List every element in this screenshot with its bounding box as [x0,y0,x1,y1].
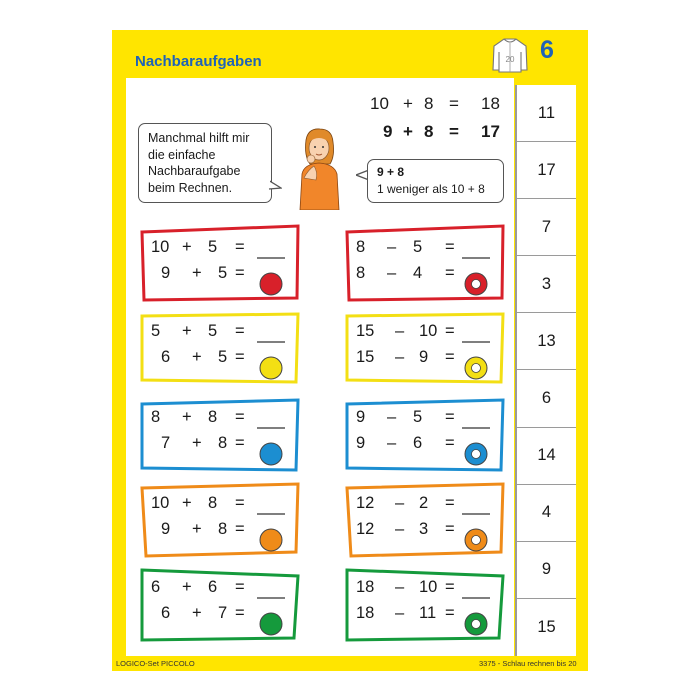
task-operand: 18 [356,604,375,622]
task-operator: – [387,408,397,426]
task-operand: 9 [419,348,429,366]
example-result: 17 [481,122,500,141]
answer-cell[interactable]: 15 [537,617,556,636]
answer-cell[interactable]: 17 [517,142,576,199]
task-operand: 8 [356,238,366,256]
task-operand: 12 [356,520,375,538]
task-operator: – [395,578,405,596]
speech-line: Nachbaraufgabe [148,164,241,178]
task-operand: 10 [419,578,438,596]
task-operand: 10 [419,322,438,340]
task-operand: 10 [151,238,170,256]
task-operand: 5 [218,264,228,282]
ring-hole [472,364,481,373]
task-operand: 9 [356,434,366,452]
task-operand: 8 [208,408,218,426]
example-equals: = [449,122,459,141]
hint-text: 1 weniger als 10 + 8 [377,182,485,196]
answer-column [515,85,576,656]
task-operand: 10 [151,494,170,512]
task-operator: – [395,604,405,622]
task-operand: 9 [356,408,366,426]
task-operand: 7 [218,604,228,622]
task-operand: 6 [151,578,161,596]
task-equals: = [445,604,455,622]
answer-cell[interactable]: 6 [517,371,576,428]
answer-cell[interactable]: 4 [517,485,576,542]
task-operand: 4 [413,264,423,282]
task-equals: = [235,520,245,538]
task-operand: 6 [161,604,171,622]
task-equals: = [445,520,455,538]
task-equals: = [445,238,455,256]
example-operand: 8 [424,122,434,141]
task-operand: 15 [356,322,375,340]
task-operator: + [182,408,192,426]
example-operator: + [403,94,413,113]
task-operand: 5 [208,238,218,256]
color-sticker[interactable] [260,273,282,295]
page-title: Nachbaraufgaben [135,53,262,70]
task-equals: = [445,434,455,452]
task-equals: = [445,348,455,366]
task-equals: = [445,264,455,282]
task-equals: = [445,578,455,596]
task-operator: + [192,264,202,282]
color-sticker[interactable] [260,613,282,635]
task-operator: – [387,434,397,452]
task-operator: + [192,348,202,366]
task-equals: = [235,494,245,512]
page-number: 6 [540,36,554,64]
ring-hole [472,450,481,459]
example-result: 18 [481,94,500,113]
task-equals: = [235,322,245,340]
speech-line: Manchmal hilft mir [148,131,250,145]
task-operator: – [395,322,405,340]
task-operand: 6 [161,348,171,366]
task-equals: = [445,494,455,512]
task-equals: = [235,434,245,452]
task-equals: = [235,578,245,596]
example-equals: = [449,94,459,113]
task-operand: 5 [413,408,423,426]
task-operand: 8 [218,434,228,452]
task-equals: = [235,264,245,282]
task-operator: + [182,322,192,340]
task-equals: = [445,408,455,426]
speech-line: beim Rechnen. [148,180,233,195]
task-operand: 5 [151,322,161,340]
task-operand: 12 [356,494,375,512]
task-operand: 8 [208,494,218,512]
task-operand: 8 [151,408,161,426]
task-operator: – [387,264,397,282]
task-operator: – [395,348,405,366]
answer-cell[interactable]: 11 [517,85,576,142]
speech-line: die einfache [148,147,216,162]
task-equals: = [235,348,245,366]
task-operator: – [395,494,405,512]
task-operator: + [192,520,202,538]
task-operator: + [182,238,192,256]
task-operand: 7 [161,434,171,452]
task-equals: = [445,322,455,340]
task-operand: 18 [356,578,375,596]
task-operand: 9 [161,520,171,538]
task-operator: + [182,578,192,596]
hint-equation: 9 + 8 [377,165,405,179]
color-sticker[interactable] [260,357,282,379]
task-equals: = [235,604,245,622]
answer-cell[interactable]: 3 [517,256,576,313]
ring-hole [472,536,481,545]
task-operand: 5 [413,238,423,256]
task-operand: 5 [208,322,218,340]
example-operand: 9 [383,122,393,141]
answer-cell[interactable]: 9 [517,542,576,599]
color-sticker[interactable] [260,443,282,465]
task-operator: + [192,604,202,622]
task-operator: – [395,520,405,538]
footer-title: 3375 - Schlau rechnen bis 20 [479,659,577,668]
task-operator: + [182,494,192,512]
task-operand: 11 [419,604,437,622]
example-operand: 10 [370,94,389,113]
task-operand: 8 [218,520,228,538]
svg-text:20: 20 [505,55,515,64]
color-sticker[interactable] [260,529,282,551]
task-operand: 9 [161,264,171,282]
answer-cell[interactable]: 7 [517,199,576,256]
task-operand: 6 [413,434,423,452]
example-operator: + [403,122,413,141]
task-operand: 5 [218,348,228,366]
task-operand: 2 [419,494,429,512]
task-equals: = [235,238,245,256]
task-operator: – [387,238,397,256]
answer-cell[interactable]: 13 [517,313,576,370]
task-equals: = [235,408,245,426]
footer-product: LOGICO-Set PICCOLO [116,659,195,668]
example-operand: 8 [424,94,434,113]
ring-hole [472,280,481,289]
task-operand: 6 [208,578,218,596]
ring-hole [472,620,481,629]
task-operator: + [192,434,202,452]
task-operand: 3 [419,520,429,538]
answer-cell[interactable]: 14 [517,428,576,485]
task-operand: 15 [356,348,375,366]
task-operand: 8 [356,264,366,282]
